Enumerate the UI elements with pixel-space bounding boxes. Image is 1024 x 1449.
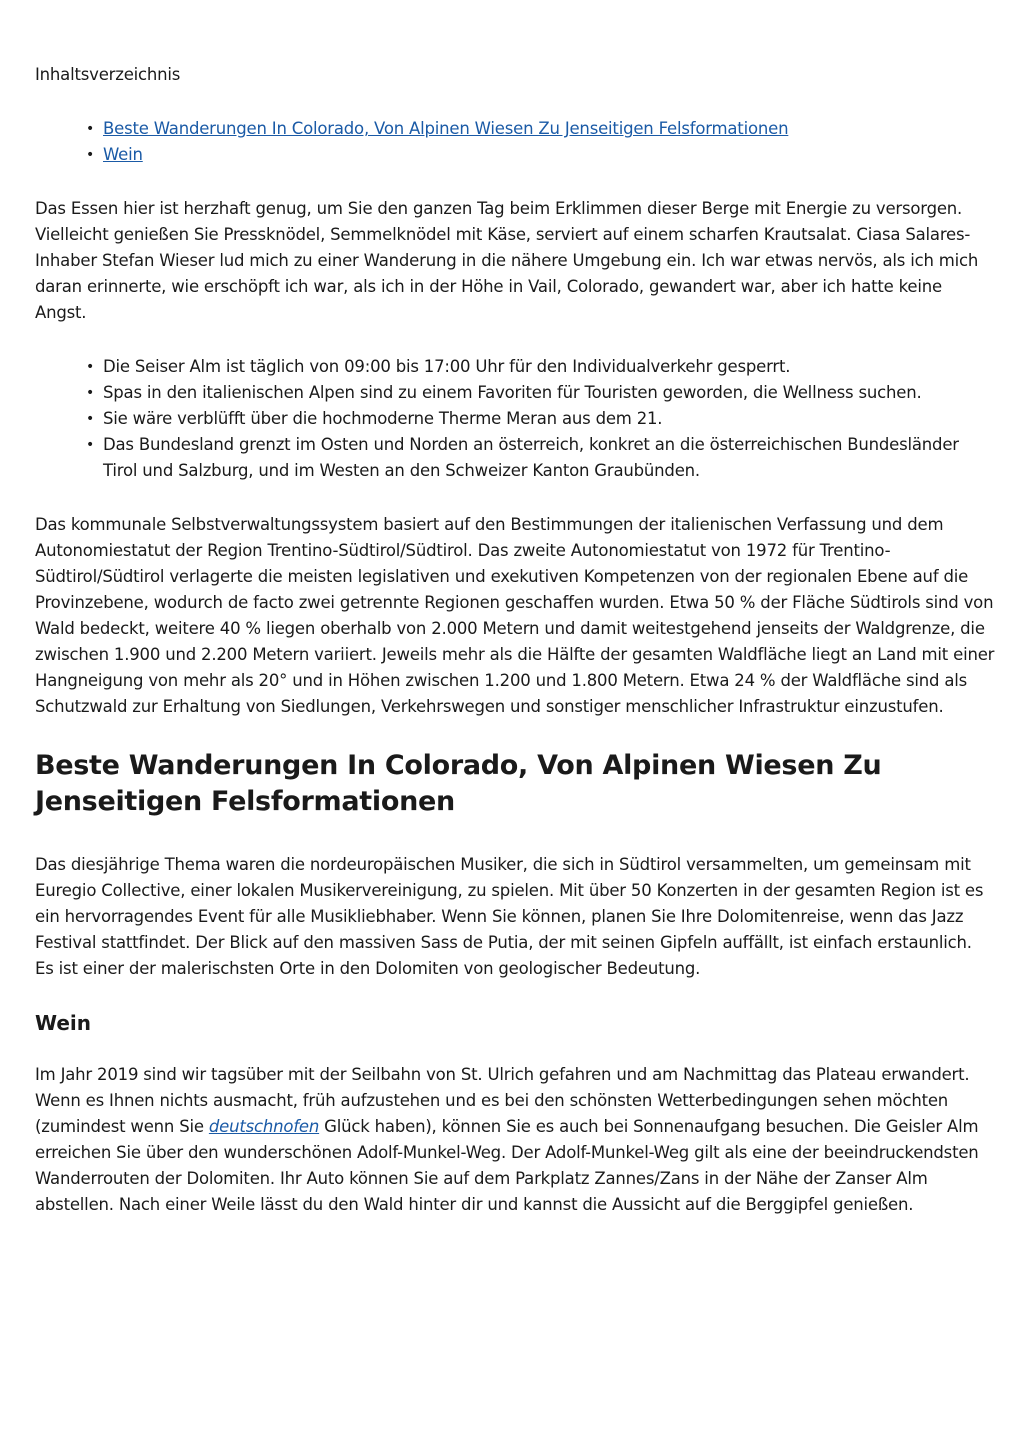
intro-paragraph-2: Das kommunale Selbstverwaltungssystem basiert auf den Bestimmungen der italienischen Verfassung und dem Autonomiestatut der Region Trentino-Südtirol/Südtirol. Das zweite Autonomiestatut von 1972 für Trentino-Südtirol/Südtirol verlagerte die meisten legislativen und exekutiven Kompetenzen von der regionalen Ebene auf die Provinzebene, wodurch de facto zwei getrennte Regionen geschaffen wurden. Etwa 50 % der Fläche Südtirols sind von Wald bedeckt, weitere 40 % liegen oberhalb von 2.000 Metern und damit weitestgehend jenseits der Waldgrenze, die zwischen 1.900 und 2.200 Metern variiert. Jeweils mehr als die Hälfte der gesamten Waldfläche liegt an Land mit einer Hangneigung von mehr als 20° und in Höhen zwischen 1.200 und 1.800 Metern. Etwa 24 % der Waldfläche sind als Schutzwald zur Erhaltung von Siedlungen, Verkehrswegen und sonstiger menschlicher Infrastruktur einzustufen. <box>35 515 995 716</box>
toc-item <box>103 142 995 168</box>
toc-link-section1[interactable]: Beste Wanderungen In Colorado, Von Alpinen Wiesen Zu Jenseitigen Felsformationen <box>103 119 789 138</box>
section1-heading: Beste Wanderungen In Colorado, Von Alpinen Wiesen Zu Jenseitigen Felsformationen <box>35 750 882 817</box>
section2-text-before-link: Im Jahr 2019 sind wir tagsüber mit der Seilbahn von St. Ulrich gefahren und am Nachmittag das Plateau erwandert. Wenn es Ihnen nichts ausmacht, früh aufzustehen und es bei den schönsten Wetterbedingungen sehen möchten (zumindest wenn Sie <box>35 1065 970 1136</box>
list-item: • Das Bundesland grenzt im Osten und Norden an österreich, konkret an die österreichischen Bundesländer Tirol und Salzburg, und im Westen an den Schweizer Kanton Graubünden. <box>103 432 995 484</box>
document-page <box>35 62 995 1218</box>
toc-item <box>103 116 995 142</box>
list-item: • Spas in den italienischen Alpen sind zu einem Favoriten für Touristen geworden, die Wellness suchen. <box>103 380 995 406</box>
deutschnofen-link[interactable]: deutschnofen <box>208 1117 320 1136</box>
section1-paragraph: Das diesjährige Thema waren die nordeuropäischen Musiker, die sich in Südtirol versammelten, um gemeinsam mit Euregio Collective, einer lokalen Musikervereinigung, zu spielen. Mit über 50 Konzerten in der gesamten Region ist es ein hervorragendes Event für alle Musikliebhaber. Wenn Sie können, planen Sie Ihre Dolomitenreise, wenn das Jazz Festival stattfindet. Der Blick auf den massiven Sass de Putia, der mit seinen Gipfeln auffällt, ist einfach erstaunlich. Es ist einer der malerischsten Orte in den Dolomiten von geologischer Bedeutung. <box>35 855 984 978</box>
list-item: • Die Seiser Alm ist täglich von 09:00 bis 17:00 Uhr für den Individualverkehr gesperrt. <box>103 354 995 380</box>
toc-link-section2[interactable]: Wein <box>103 145 143 164</box>
section2-paragraph <box>35 1062 995 1218</box>
list-item: • Sie wäre verblüfft über die hochmoderne Therme Meran aus dem 21. <box>103 406 995 432</box>
toc-list <box>35 116 995 168</box>
section2-text-after-link: Glück haben), können Sie es auch bei Sonnenaufgang besuchen. Die Geisler Alm erreichen Sie über den wunderschönen Adolf-Munkel-Weg. Der Adolf-Munkel-Weg gilt als eine der beeindruckendsten Wanderrouten der Dolomiten. Ihr Auto können Sie auf dem Parkplatz Zannes/Zans in der Nähe der Zanser Alm abstellen. Nach einer Weile lässt du den Wald hinter dir und kannst die Aussicht auf die Berggipfel genießen. <box>35 1117 979 1214</box>
section2-heading: Wein <box>35 1011 92 1035</box>
intro-paragraph: Das Essen hier ist herzhaft genug, um Sie den ganzen Tag beim Erklimmen dieser Berge mit Energie zu versorgen. Vielleicht genießen Sie Pressknödel, Semmelknödel mit Käse, serviert auf einem scharfen Krautsalat. Ciasa Salares-Inhaber Stefan Wieser lud mich zu einer Wanderung in die nähere Umgebung ein. Ich war etwas nervös, als ich mich daran erinnerte, wie erschöpft ich war, als ich in der Höhe in Vail, Colorado, gewandert war, aber ich hatte keine Angst. <box>35 199 979 322</box>
toc-title: Inhaltsverzeichnis <box>35 65 181 84</box>
intro-bullet-list <box>35 354 995 484</box>
